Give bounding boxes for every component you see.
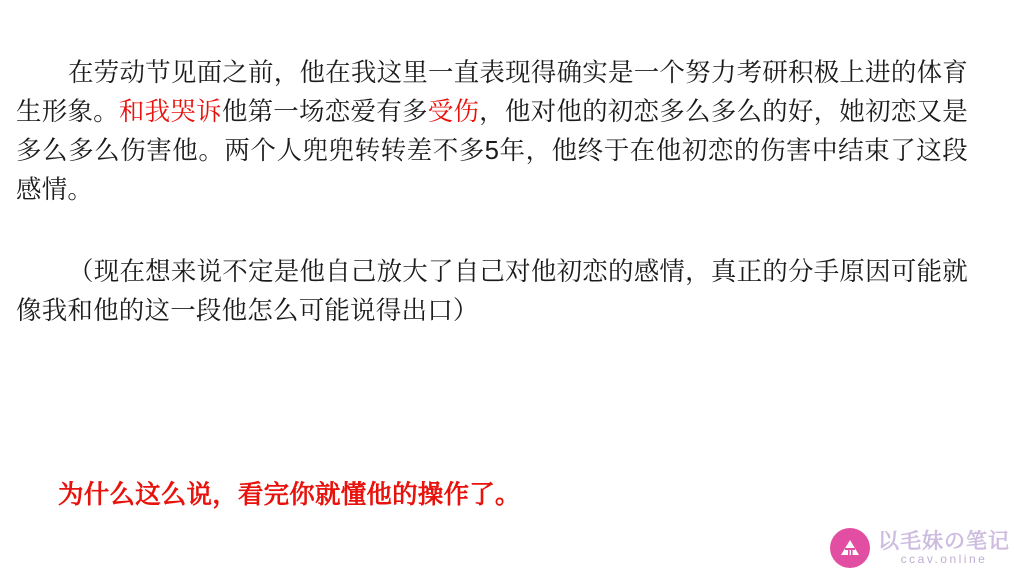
paragraph-one-segment-3: ，他对他的初恋多么多么的好，她初恋又是多么多么伤害他。两个人兜兜转转差不多5年，他终于在他初恋的伤害中结束了这段感情。 (16, 98, 968, 204)
paragraph-one-highlight-1: 和我哭诉 (118, 98, 222, 126)
paragraph-three-emphasis: 为什么这么说，看完你就懂他的操作了。 (58, 481, 521, 509)
paragraph-one-highlight-2: 受伤 (427, 98, 480, 126)
watermark-text-block (878, 531, 1010, 566)
watermark-logo-icon (830, 528, 870, 568)
watermark-title: 以毛妹の笔记 (878, 529, 1010, 553)
paragraph-one-segment-1: 在劳动节见面之前，他在我这里一直表现得确实是一个努力考研积极上进的体育生形象。 (16, 59, 968, 126)
paragraph-one-segment-2: 他第一场恋爱有多 (221, 98, 428, 126)
watermark (830, 528, 1010, 568)
paragraph-two-text: （现在想来说不定是他自己放大了自己对他初恋的感情，真正的分手原因可能就像我和他的这一段他怎么可能说得出口） (16, 258, 968, 325)
watermark-subtitle: ccav.online (900, 551, 988, 566)
paragraph-two (16, 253, 968, 331)
paragraph-one (16, 54, 968, 210)
